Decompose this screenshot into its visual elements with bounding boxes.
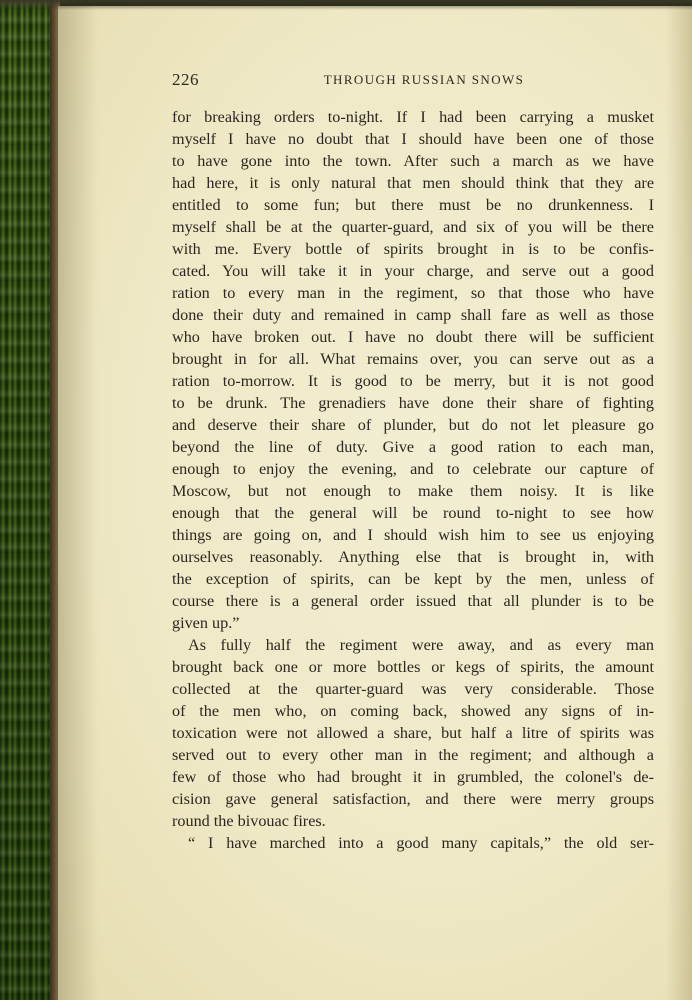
top-edge-shadow <box>0 0 692 10</box>
text-line: had here, it is only natural that men should think that they are <box>172 174 654 192</box>
text-line: myself I have no doubt that I should have been one of those <box>172 130 654 148</box>
text-line: “ I have marched into a good many capitals,” the old ser- <box>188 834 654 852</box>
text-line: toxication were not allowed a share, but half a litre of spirits was <box>172 724 654 742</box>
page-number: 226 <box>172 70 199 89</box>
text-line: brought in for all. What remains over, you can serve out as a <box>172 350 654 368</box>
text-line: given up.” <box>172 614 240 632</box>
running-head-title: THROUGH RUSSIAN SNOWS <box>323 72 525 87</box>
text-line: cated. You will take it in your charge, and serve out a good <box>172 262 654 280</box>
text-line: ration to every man in the regiment, so that those who have <box>172 284 654 302</box>
text-line: the exception of spirits, can be kept by the men, unless of <box>172 570 654 588</box>
text-line: enough to enjoy the evening, and to celebrate our capture of <box>172 460 654 478</box>
text-line: served out to every other man in the regiment; and although a <box>172 746 654 764</box>
text-line: round the bivouac fires. <box>172 812 326 830</box>
text-line: for breaking orders to-night. If I had been carrying a musket <box>172 108 654 126</box>
text-line: with me. Every bottle of spirits brought in is to be confis- <box>172 240 654 258</box>
text-line: Moscow, but not enough to make them noisy. It is like <box>172 482 654 500</box>
text-line: entitled to some fun; but there must be no drunkenness. I <box>172 196 654 214</box>
text-line: to have gone into the town. After such a march as we have <box>172 152 654 170</box>
text-line: beyond the line of duty. Give a good ration to each man, <box>172 438 654 456</box>
text-line: and deserve their share of plunder, but do not let pleasure go <box>172 416 654 434</box>
text-line: collected at the quarter-guard was very considerable. Those <box>172 680 654 698</box>
text-line: brought back one or more bottles or kegs of spirits, the amount <box>172 658 654 676</box>
text-line: myself shall be at the quarter-guard, and six of you will be there <box>172 218 654 236</box>
text-line: enough that the general will be round to-night to see how <box>172 504 654 522</box>
text-line: things are going on, and I should wish him to see us enjoying <box>172 526 654 544</box>
text-line: of the men who, on coming back, showed any signs of in- <box>172 702 654 720</box>
text-line: ourselves reasonably. Anything else that is brought in, with <box>172 548 654 566</box>
text-line: to be drunk. The grenadiers have done their share of fighting <box>172 394 654 412</box>
text-line: few of those who had brought it in grumbled, the colonel's de- <box>172 768 654 786</box>
text-line: done their duty and remained in camp shall fare as well as those <box>172 306 654 324</box>
text-line: ration to-morrow. It is good to be merry, but it is not good <box>172 372 654 390</box>
text-line: course there is a general order issued that all plunder is to be <box>172 592 654 610</box>
text-line: who have broken out. I have no doubt there will be sufficient <box>172 328 654 346</box>
running-head <box>172 70 654 94</box>
text-line: As fully half the regiment were away, and as every man <box>188 636 654 654</box>
body-text <box>172 106 654 854</box>
text-line: cision gave general satisfaction, and there were merry groups <box>172 790 654 808</box>
